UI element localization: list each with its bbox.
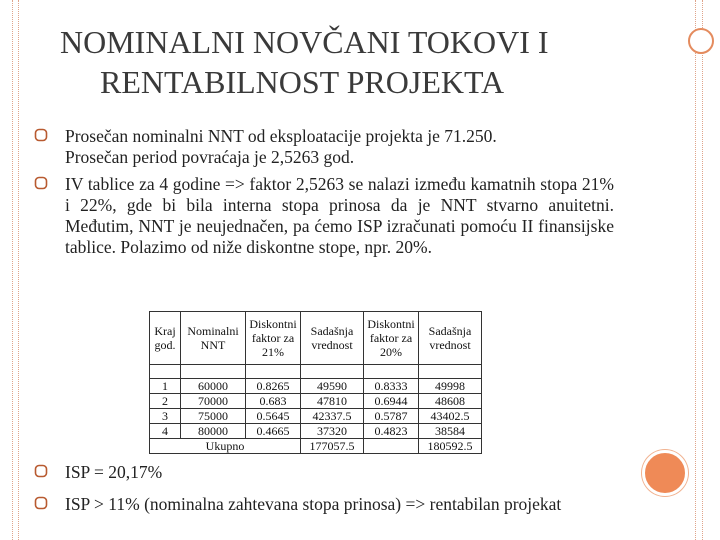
- cell-pv-20: 49998: [419, 379, 482, 394]
- bullet-2-text: IV tablice za 4 godine => faktor 2,5263 se nalazi između kamatnih stopa 21% i 22%, gde bi bila interna stopa prinosa da je NNT stvarno anuitetni. Međutim, NNT je neujednačen, pa ćemo ISP izračunati pomoću II finansijske tablice. Polazimo od niže diskontne stope, npr. 20%.: [65, 174, 614, 257]
- bullet-list: [34, 126, 614, 258]
- cell-pv-20: 48608: [419, 394, 482, 409]
- cell-pv-21: 37320: [301, 424, 364, 439]
- cell-factor-21: 0.4665: [246, 424, 301, 439]
- decorative-circle-accent: [642, 450, 688, 496]
- bullet-item-1: [34, 126, 614, 168]
- header-pv-21: Sadašnja vrednost: [301, 312, 364, 365]
- cell-year: 1: [150, 379, 181, 394]
- bullet-1-line2: Prosečan period povraćaja je 2,5263 god.: [65, 147, 355, 167]
- cell-pv-20: 43402.5: [419, 409, 482, 424]
- header-nnt: Nominalni NNT: [181, 312, 246, 365]
- cell-total-spacer: [364, 439, 419, 454]
- cell-factor-20: 0.4823: [364, 424, 419, 439]
- slide-title-line1: NOMINALNI NOVČANI TOKOVI I: [60, 24, 549, 60]
- hollow-rounded-square-icon: [34, 496, 50, 512]
- cell-year: 3: [150, 409, 181, 424]
- cell-factor-21: 0.683: [246, 394, 301, 409]
- cell-nnt: 60000: [181, 379, 246, 394]
- table-spacer-row: [150, 365, 482, 379]
- bullet-item-4: [34, 494, 645, 515]
- frame-line-right-outer: [702, 0, 704, 540]
- cell-year: 2: [150, 394, 181, 409]
- table-total-row: [150, 439, 482, 454]
- header-pv-20: Sadašnja vrednost: [419, 312, 482, 365]
- cell-nnt: 70000: [181, 394, 246, 409]
- table-row: [150, 394, 482, 409]
- cell-pv-21: 42337.5: [301, 409, 364, 424]
- header-factor-20: Diskontni faktor za 20%: [364, 312, 419, 365]
- cell-total-pv-21: 177057.5: [301, 439, 364, 454]
- bullet-item-2: [34, 174, 614, 258]
- cell-factor-20: 0.5787: [364, 409, 419, 424]
- cell-factor-20: 0.8333: [364, 379, 419, 394]
- header-factor-21: Diskontni faktor za 21%: [246, 312, 301, 365]
- npv-table-container: [149, 311, 482, 454]
- cell-factor-21: 0.8265: [246, 379, 301, 394]
- frame-line-right-inner: [695, 0, 697, 540]
- hollow-rounded-square-icon: [34, 176, 50, 192]
- cell-total-pv-20: 180592.5: [419, 439, 482, 454]
- hollow-rounded-square-icon: [34, 464, 50, 480]
- frame-line-left-inner: [18, 0, 20, 540]
- table-row: [150, 409, 482, 424]
- cell-nnt: 80000: [181, 424, 246, 439]
- table-row: [150, 379, 482, 394]
- cell-pv-21: 49590: [301, 379, 364, 394]
- table-row: [150, 424, 482, 439]
- cell-pv-21: 47810: [301, 394, 364, 409]
- bullet-item-3: [34, 462, 645, 483]
- hollow-rounded-square-icon: [34, 128, 50, 144]
- cell-year: 4: [150, 424, 181, 439]
- decorative-circle-top: [688, 28, 714, 54]
- bullet-1-line1: Prosečan nominalni NNT od eksploatacije projekta je 71.250.: [65, 126, 497, 146]
- npv-table: [149, 311, 482, 454]
- bullet-4-text: ISP > 11% (nominalna zahtevana stopa prinosa) => rentabilan projekat: [65, 494, 562, 514]
- frame-line-left-outer: [12, 0, 14, 540]
- bullet-3-text: ISP = 20,17%: [65, 462, 163, 482]
- slide-title: [60, 22, 640, 102]
- cell-total-label: Ukupno: [150, 439, 301, 454]
- cell-factor-20: 0.6944: [364, 394, 419, 409]
- slide-title-line2: RENTABILNOST PROJEKTA: [100, 64, 505, 100]
- cell-nnt: 75000: [181, 409, 246, 424]
- cell-factor-21: 0.5645: [246, 409, 301, 424]
- header-year: Kraj god.: [150, 312, 181, 365]
- cell-pv-20: 38584: [419, 424, 482, 439]
- table-header-row: [150, 312, 482, 365]
